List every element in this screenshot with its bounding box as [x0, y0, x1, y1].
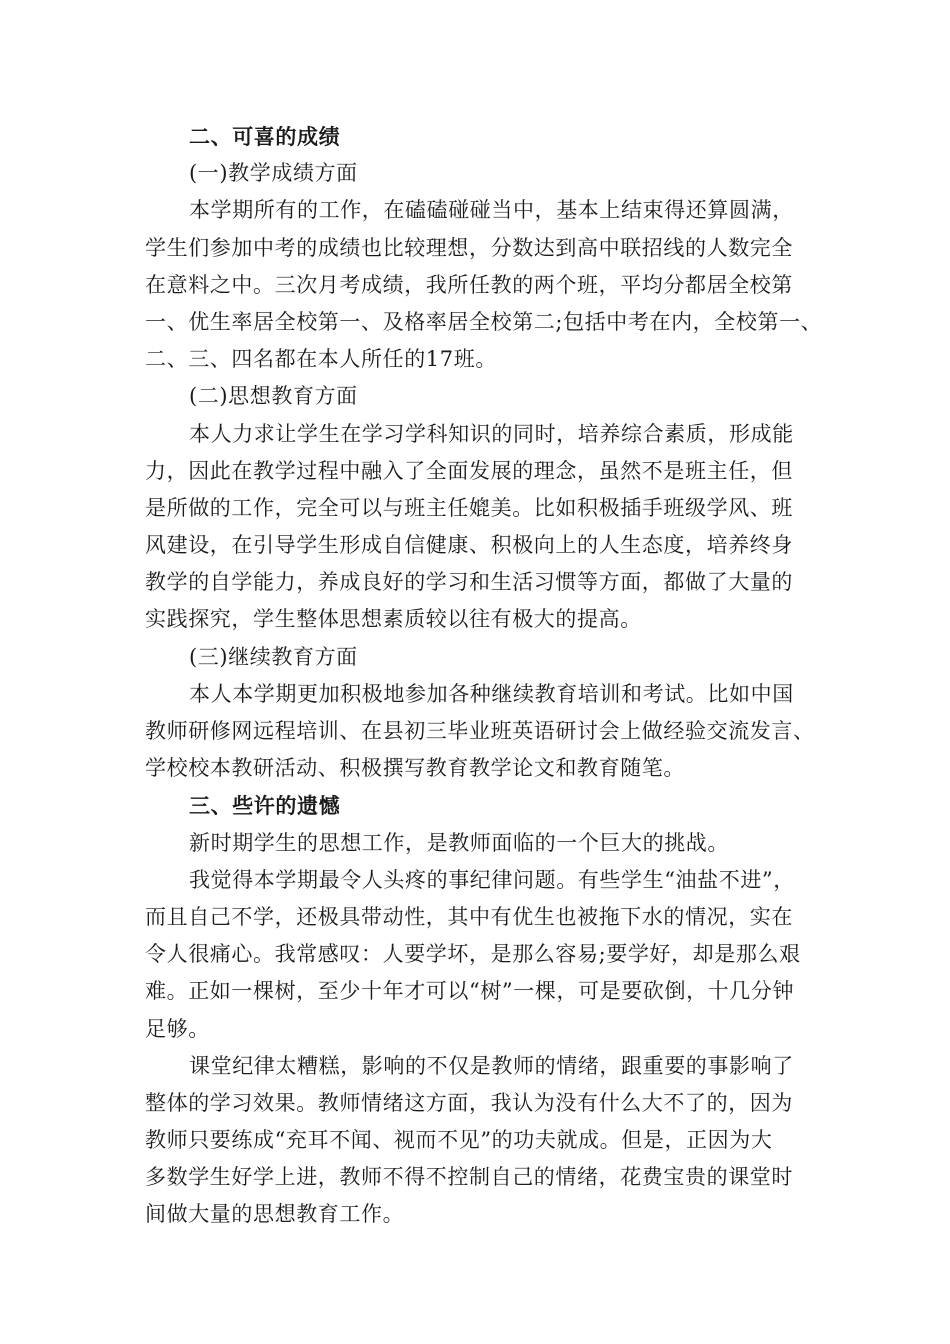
section-heading: 三、些许的遗憾 [189, 793, 341, 819]
text-line: 整体的学习效果。教师情绪这方面，我认为没有什么大不了的，因为 [145, 1090, 793, 1115]
text-line: 教师只要练成“充耳不闻、视而不见”的功夫就成。但是，正因为大 [145, 1128, 773, 1153]
text-line: 本学期所有的工作，在磕磕碰碰当中，基本上结束得还算圆满， [189, 198, 794, 223]
text-line: 足够。 [145, 1016, 210, 1041]
paragraph [145, 192, 825, 378]
text-line: 教学的自学能力，养成良好的学习和生活习惯等方面，都做了大量的 [145, 570, 793, 595]
text-line: 力，因此在教学过程中融入了全面发展的理念，虽然不是班主任，但 [145, 458, 793, 483]
paragraph [145, 1048, 825, 1234]
subsection-title: (二)思想教育方面 [189, 384, 358, 409]
text-line: 而且自己不学，还极具带动性，其中有优生也被拖下水的情况，实在 [145, 904, 793, 929]
text-line: 课堂纪律太糟糕，影响的不仅是教师的情绪，跟重要的事影响了 [189, 1053, 794, 1078]
text-line: 学生们参加中考的成绩也比较理想，分数达到高中联招线的人数完全 [145, 235, 793, 260]
text-line: 实践探究，学生整体思想素质较以往有极大的提高。 [145, 607, 642, 632]
paragraph [145, 862, 825, 1048]
text-line: 二、三、四名都在本人所任的17班。 [145, 347, 497, 372]
text-line: 我觉得本学期最令人头疼的事纪律问题。有些学生“油盐不进”， [189, 867, 795, 892]
text-line: 风建设，在引导学生形成自信健康、积极向上的人生态度，培养终身 [145, 533, 793, 558]
text-line: 一、优生率居全校第一、及格率居全校第二;包括中考在内，全校第一、 [145, 309, 823, 334]
subsection-title: (一)教学成绩方面 [189, 161, 358, 186]
text-line: 教师研修网远程培训、在县初三毕业班英语研讨会上做经验交流发言、 [145, 719, 815, 743]
text-line: 本人本学期更加积极地参加各种继续教育培训和考试。比如中国 [189, 681, 794, 706]
paragraph [145, 416, 825, 639]
text-line: 令人很痛心。我常感叹：人要学坏，是那么容易;要学好，却是那么艰 [145, 942, 801, 967]
text-line: 学校校本教研活动、积极撰写教育教学论文和教育随笔。 [145, 756, 685, 781]
text-line: 间做大量的思想教育工作。 [145, 1202, 405, 1227]
subsection-title: (三)继续教育方面 [189, 644, 358, 669]
text-line: 本人力求让学生在学习学科知识的同时，培养综合素质，形成能 [189, 421, 794, 446]
section-heading: 二、可喜的成绩 [189, 124, 341, 149]
paragraph [145, 825, 825, 862]
text-line: 新时期学生的思想工作，是教师面临的一个巨大的挑战。 [189, 830, 729, 855]
text-line: 在意料之中。三次月考成绩，我所任教的两个班，平均分都居全校第 [145, 272, 793, 297]
document-body [145, 118, 825, 1234]
text-line: 难。正如一棵树，至少十年才可以“树”一棵，可是要砍倒，十几分钟 [145, 979, 795, 1004]
text-line: 是所做的工作，完全可以与班主任媲美。比如积极插手班级学风、班 [145, 495, 793, 520]
text-line: 多数学生好学上进，教师不得不控制自己的情绪，花费宝贵的课堂时 [145, 1165, 793, 1190]
paragraph [145, 676, 825, 788]
